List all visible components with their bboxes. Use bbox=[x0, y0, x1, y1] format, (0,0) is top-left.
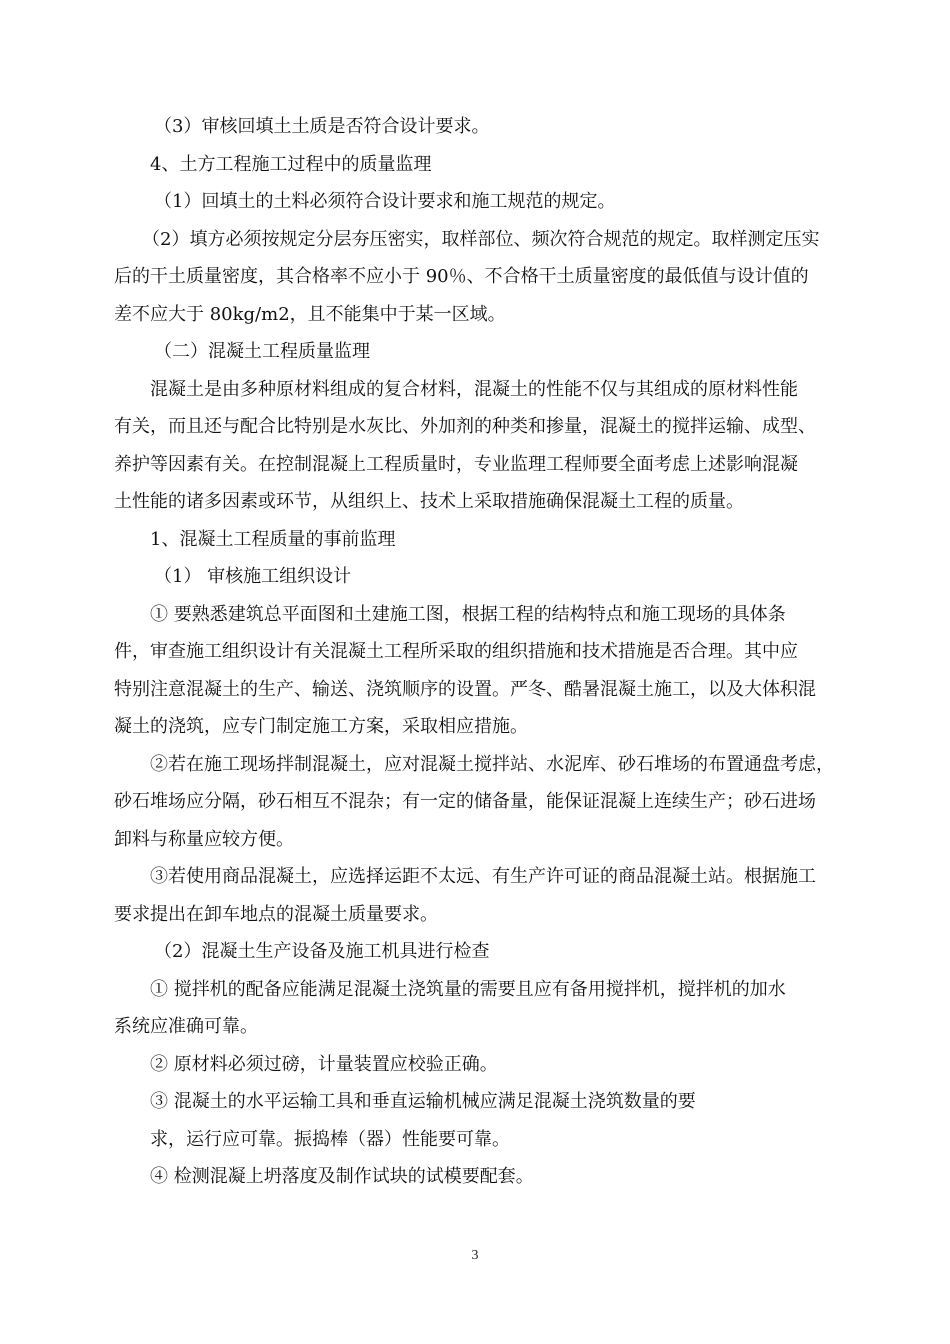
section-heading: （二）混凝土工程质量监理 bbox=[154, 341, 370, 362]
paragraph-line: ②若在施工现场拌制混凝土，应对混凝土搅拌站、水泥库、砂石堆场的布置通盘考虑， bbox=[150, 753, 834, 775]
subsection-heading: （1） 审核施工组织设计 bbox=[154, 566, 352, 587]
paragraph-line: ④ 检测混凝上坍落度及制作试块的试模要配套。 bbox=[150, 1166, 534, 1187]
paragraph-line: 土性能的诸多因素或环节，从组织上、技术上采取措施确保混凝土工程的质量。 bbox=[114, 491, 744, 512]
paragraph-line: 砂石堆场应分隔，砂石相互不混杂；有一定的储备量，能保证混凝上连续生产；砂石进场 bbox=[114, 791, 816, 812]
paragraph-line: 混凝土是由多种原材料组成的复合材料，混凝土的性能不仅与其组成的原材料性能 bbox=[150, 378, 798, 400]
paragraph-line: 后的干土质量密度，其合格率不应小于 90％、不合格干土质量密度的最低值与设计值的 bbox=[114, 266, 809, 287]
paragraph-line: （1）回填土的土料必须符合设计要求和施工规范的规定。 bbox=[154, 191, 616, 212]
paragraph-line: 有关，而且还与配合比特别是水灰比、外加剂的种类和掺量，混凝土的搅拌运输、成型、 bbox=[114, 416, 816, 437]
paragraph-line: ② 原材料必须过磅，计量装置应校验正确。 bbox=[150, 1053, 498, 1075]
paragraph-line: （2）填方必须按规定分层夯压密实，取样部位、频次符合规范的规定。取样测定压实 bbox=[142, 228, 820, 250]
page-body bbox=[114, 108, 838, 1196]
paragraph-line: 卸料与称量应较方便。 bbox=[114, 828, 294, 850]
paragraph-line: 求，运行应可靠。振捣棒（器）性能要可靠。 bbox=[150, 1128, 510, 1150]
paragraph-line: ① 搅拌机的配备应能满足混凝土浇筑量的需要且应有备用搅拌机，搅拌机的加水 bbox=[150, 978, 786, 1000]
paragraph-line: 养护等因素有关。在控制混凝上工程质量时，专业监理工程师要全面考虑上述影响混凝 bbox=[114, 453, 798, 475]
paragraph-line: ① 要熟悉建筑总平面图和土建施工图，根据工程的结构特点和施工现场的具体条 bbox=[150, 603, 786, 625]
section-heading: 1、混凝土工程质量的事前监理 bbox=[150, 528, 396, 550]
paragraph-line: 要求提出在卸车地点的混凝土质量要求。 bbox=[114, 903, 438, 925]
paragraph-line: ③若使用商品混凝土，应选择运距不太远、有生产许可证的商品混凝土站。根据施工 bbox=[150, 866, 816, 887]
paragraph-line: 凝土的浇筑，应专门制定施工方案，采取相应措施。 bbox=[114, 716, 528, 737]
page-number: 3 bbox=[471, 1248, 479, 1263]
paragraph-line: 差不应大于 80kg/m2，且不能集中于某一区域。 bbox=[114, 303, 506, 325]
section-heading: 4、土方工程施工过程中的质量监理 bbox=[150, 153, 432, 175]
paragraph-line: 系统应准确可靠。 bbox=[114, 1016, 258, 1037]
paragraph-line: 特别注意混凝土的生产、输送、浇筑顺序的设置。严冬、酷暑混凝土施工，以及大体积混 bbox=[114, 678, 816, 700]
subsection-heading: （2）混凝土生产设备及施工机具进行检查 bbox=[154, 941, 490, 962]
paragraph-line: ③ 混凝土的水平运输工具和垂直运输机械应满足混凝土浇筑数量的要 bbox=[150, 1091, 696, 1112]
paragraph-line: （3）审核回填土土质是否符合设计要求。 bbox=[154, 116, 490, 137]
paragraph-line: 件，审查施工组织设计有关混凝土工程所采取的组织措施和技术措施是否合理。其中应 bbox=[114, 641, 798, 662]
